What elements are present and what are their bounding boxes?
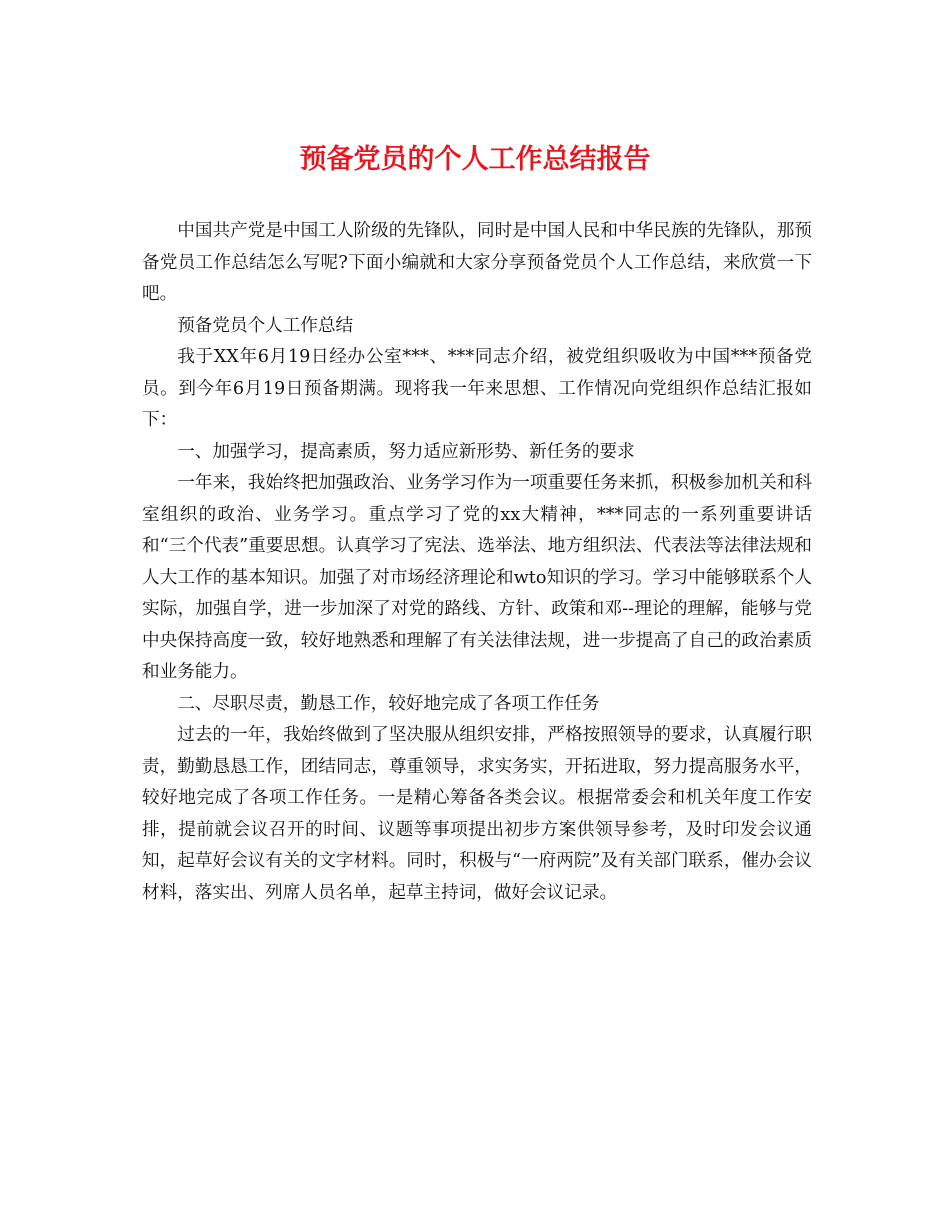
section-heading-2: 二、尽职尽责，勤恳工作，较好地完成了各项工作任务 bbox=[177, 693, 600, 714]
paragraph-work: 过去的一年，我始终做到了坚决服从组织安排，严格按照领导的要求，认真履行职责，勤勤恳恳工作，团结同志，尊重领导，求实务实，开拓进取，努力提高服务水平，较好地完成了各项工作任务。一是精心筹备各类会议。根据常委会和机关年度工作安排，提前就会议召开的时间、议题等事项提出初步方案供领导参考，及时印发会议通知，起草好会议有关的文字材料。同时，积极与“一府两院”及有关部门联系，催办会议材料，落实出、列席人员名单，起草主持词，做好会议记录。 bbox=[142, 725, 812, 903]
paragraph-membership: 我于XX年6月19日经办公室***、***同志介绍，被党组织吸收为中国***预备党员。到今年6月19日预备期满。现将我一年来思想、工作情况向党组织作总结汇报如下： bbox=[142, 347, 812, 430]
section-heading-1: 一、加强学习，提高素质，努力适应新形势、新任务的要求 bbox=[177, 441, 635, 462]
section-subtitle: 预备党员个人工作总结 bbox=[177, 315, 354, 336]
document-body bbox=[142, 216, 812, 909]
document-title: 预备党员的个人工作总结报告 bbox=[299, 144, 651, 175]
paragraph-intro: 中国共产党是中国工人阶级的先锋队，同时是中国人民和中华民族的先锋队，那预备党员工作总结怎么写呢?下面小编就和大家分享预备党员个人工作总结，来欣赏一下吧。 bbox=[142, 221, 812, 304]
paragraph-study: 一年来，我始终把加强政治、业务学习作为一项重要任务来抓，积极参加机关和科室组织的政治、业务学习。重点学习了党的xx大精神，***同志的一系列重要讲话和“三个代表”重要思想。认真学习了宪法、选举法、地方组织法、代表法等法律法规和人大工作的基本知识。加强了对市场经济理论和wto知识的学习。学习中能够联系个人实际，加强自学，进一步加深了对党的路线、方针、政策和邓--理论的理解，能够与党中央保持高度一致，较好地熟悉和理解了有关法律法规，进一步提高了自己的政治素质和业务能力。 bbox=[142, 473, 812, 682]
